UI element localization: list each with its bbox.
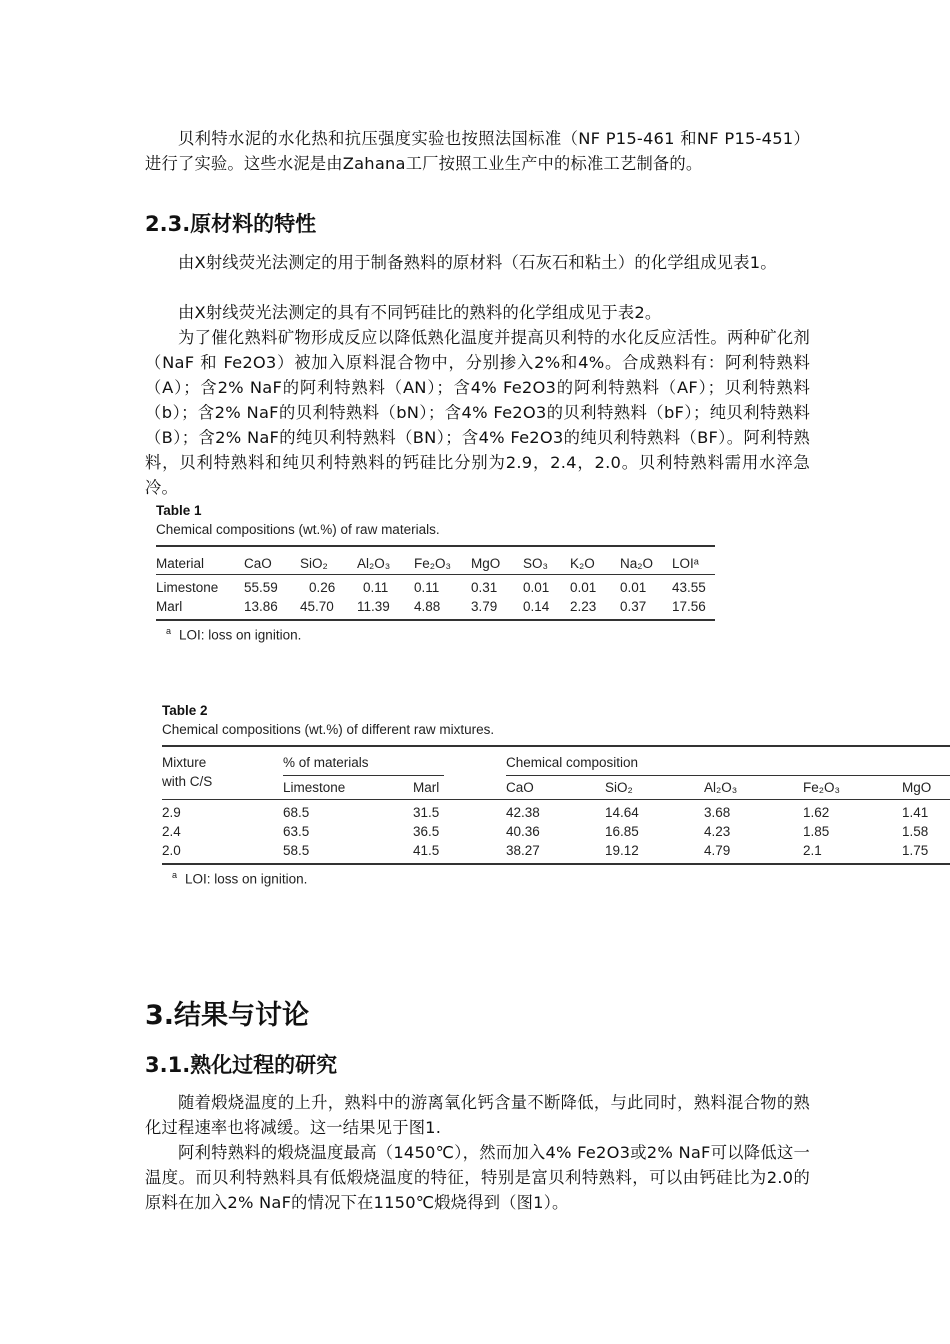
table1-header-rule bbox=[156, 574, 715, 575]
table1-cell: 43.55 bbox=[672, 579, 706, 595]
table1-cell: 0.01 bbox=[570, 579, 597, 595]
table1-header-cell: MgO bbox=[471, 555, 501, 571]
table1-cell: 0.11 bbox=[414, 579, 440, 595]
table2-cell: 38.27 bbox=[506, 843, 540, 858]
paragraph-mineralizers: 为了催化熟料矿物形成反应以降低熟化温度并提高贝利特的水化反应活性。两种矿化剂（NaF 和 Fe2O3）被加入原料混合物中，分别掺入2%和4%。合成熟料有：阿利特熟料（A）；含2% NaF的阿利特熟料（AN）；含4% Fe2O3的阿利特熟料（AF）；贝利特熟料（b）；含2% NaF的贝利特熟料（bN）；含4% Fe2O3的贝利特熟料（bF）；纯贝利特熟料（B）；含2% NaF的纯贝利特熟料（BN）；含4% Fe2O3的纯贝利特熟料（BF）。阿利特熟料，贝利特熟料和纯贝利特熟料的钙硅比分别为2.9，2.4，2.0。贝利特熟料需用水淬急冷。 bbox=[145, 328, 810, 497]
table1-bottom-rule bbox=[156, 619, 715, 621]
table1-header-cell: K₂O bbox=[570, 555, 595, 571]
table2-cell: 1.58 bbox=[902, 824, 929, 839]
table1-cell: 0.37 bbox=[620, 598, 647, 614]
table2-header-materials: % of materials bbox=[283, 755, 369, 770]
table1-header-cell: Na₂O bbox=[620, 555, 653, 571]
table2-materials-underline bbox=[283, 775, 444, 776]
table2-header-mixture-cs: with C/S bbox=[162, 774, 213, 789]
table-row bbox=[156, 574, 715, 596]
table2-cell: 1.41 bbox=[902, 805, 929, 820]
table1-cell: 0.11 bbox=[363, 579, 389, 595]
table2-cell: 58.5 bbox=[283, 843, 310, 858]
table2-cell: 4.23 bbox=[704, 824, 731, 839]
paragraph-clinker-composition: 由X射线荧光法测定的具有不同钙硅比的熟料的化学组成见于表2。 bbox=[178, 303, 662, 322]
table-row bbox=[162, 803, 950, 822]
footnote-text: LOI: loss on ignition. bbox=[179, 627, 302, 643]
table2-header-mixture: Mixture bbox=[162, 755, 207, 770]
table1-cell: 4.88 bbox=[414, 598, 441, 614]
table2-chem-underline bbox=[506, 775, 950, 776]
table-row bbox=[162, 822, 950, 841]
footnote-text: LOI: loss on ignition. bbox=[185, 871, 308, 887]
table1 bbox=[156, 552, 715, 616]
section-heading-3-1: 3.1.熟化过程的研究 bbox=[145, 1053, 338, 1077]
table2-subheader-marl: Marl bbox=[413, 780, 440, 795]
table1-header-cell: CaO bbox=[244, 555, 272, 571]
table1-cell: 11.39 bbox=[357, 598, 390, 614]
table2-top-rule bbox=[162, 745, 950, 747]
table1-top-rule bbox=[156, 545, 715, 547]
table1-header-row bbox=[156, 552, 715, 574]
table1-header-cell: Fe₂O₃ bbox=[414, 555, 451, 571]
table2-subheader-fe2o3: Fe₂O₃ bbox=[803, 780, 840, 795]
table2-cell: 19.12 bbox=[605, 843, 639, 858]
table1-header-cell: Material bbox=[156, 555, 205, 571]
paragraph-temperature: 阿利特熟料的煅烧温度最高（1450℃），然而加入4% Fe2O3或2% NaF可以降低这一温度。而贝利特熟料具有低煅烧温度的特征，特别是富贝利特熟料，可以由钙硅比为2.0的原料在加入2% NaF的情况下在1150℃煅烧得到（图1）。 bbox=[145, 1143, 810, 1212]
table2-cell: 63.5 bbox=[283, 824, 310, 839]
table2-subheader-limestone: Limestone bbox=[283, 780, 346, 795]
table2-cell: 14.64 bbox=[605, 805, 639, 820]
table1-header-cell: SiO₂ bbox=[300, 555, 328, 571]
section-heading-2-3: 2.3.原材料的特性 bbox=[145, 212, 317, 236]
paragraph-calcination: 随着煅烧温度的上升，熟料中的游离氧化钙含量不断降低，与此同时，熟料混合物的熟化过程速率也将减缓。这一结果见于图1. bbox=[145, 1093, 810, 1137]
footnote-mark: a bbox=[166, 626, 172, 636]
section-heading-3: 3.结果与讨论 bbox=[145, 1000, 310, 1031]
table1-cell: 0.26 bbox=[309, 579, 336, 595]
table1-cell: Limestone bbox=[156, 579, 219, 595]
table1-header-cell: Al₂O₃ bbox=[357, 555, 391, 571]
table2-subheader-al2o3: Al₂O₃ bbox=[704, 780, 738, 795]
table2-cell: 42.38 bbox=[506, 805, 540, 820]
table2-cell: 3.68 bbox=[704, 805, 731, 820]
table1-cell: 2.23 bbox=[570, 598, 597, 614]
table1-caption: Chemical compositions (wt.%) of raw materials. bbox=[156, 522, 440, 537]
table2-cell: 36.5 bbox=[413, 824, 440, 839]
table2-cell: 40.36 bbox=[506, 824, 540, 839]
table2-cell: 1.62 bbox=[803, 805, 830, 820]
footnote-mark: a bbox=[172, 870, 178, 880]
table1-cell: 0.14 bbox=[523, 598, 550, 614]
table2-caption: Chemical compositions (wt.%) of different raw mixtures. bbox=[162, 722, 495, 737]
table2-subheader-sio2: SiO₂ bbox=[605, 780, 633, 795]
table2-cell: 41.5 bbox=[413, 843, 440, 858]
table2-cell: 1.75 bbox=[902, 843, 929, 858]
table1-cell: 3.79 bbox=[471, 598, 498, 614]
table2-title: Table 2 bbox=[162, 703, 208, 718]
table1-header-cell: LOIᵃ bbox=[672, 555, 699, 571]
table1-cell: 17.56 bbox=[672, 598, 706, 614]
table2-cell: 68.5 bbox=[283, 805, 310, 820]
table1-cell: 0.01 bbox=[620, 579, 647, 595]
table2-header-rule bbox=[162, 799, 950, 800]
table-row bbox=[156, 596, 715, 616]
table1-title: Table 1 bbox=[156, 503, 202, 518]
table2-cell: 4.79 bbox=[704, 843, 731, 858]
table2-footnote bbox=[172, 870, 307, 887]
table2-cell: 2.0 bbox=[162, 843, 181, 858]
table2-bottom-rule bbox=[162, 863, 950, 865]
table1-header-cell: SO₃ bbox=[523, 555, 549, 571]
table1-cell: 13.86 bbox=[244, 598, 278, 614]
table2-cell: 16.85 bbox=[605, 824, 639, 839]
table2-header-chem: Chemical composition bbox=[506, 755, 639, 770]
table2-cell: 2.9 bbox=[162, 805, 181, 820]
table2-subheader-mgo: MgO bbox=[902, 780, 932, 795]
table2 bbox=[162, 803, 950, 860]
table2-cell: 1.85 bbox=[803, 824, 830, 839]
table1-cell: 0.01 bbox=[523, 579, 550, 595]
table2-cell: 2.4 bbox=[162, 824, 181, 839]
table1-cell: 45.70 bbox=[300, 598, 334, 614]
table2-cell: 31.5 bbox=[413, 805, 440, 820]
paragraph-standards: 贝利特水泥的水化热和抗压强度实验也按照法国标准（NF P15-461 和NF P15-451）进行了实验。这些水泥是由Zahana工厂按照工业生产中的标准工艺制备的。 bbox=[145, 129, 810, 173]
table1-footnote bbox=[166, 626, 301, 643]
table-row bbox=[162, 841, 950, 860]
paragraph-raw-materials: 由X射线荧光法测定的用于制备熟料的原材料（石灰石和粘土）的化学组成见表1。 bbox=[178, 253, 777, 272]
table2-subheader-cao: CaO bbox=[506, 780, 534, 795]
table1-cell: 55.59 bbox=[244, 579, 278, 595]
table2-cell: 2.1 bbox=[803, 843, 822, 858]
table1-cell: Marl bbox=[156, 598, 183, 614]
table1-cell: 0.31 bbox=[471, 579, 498, 595]
